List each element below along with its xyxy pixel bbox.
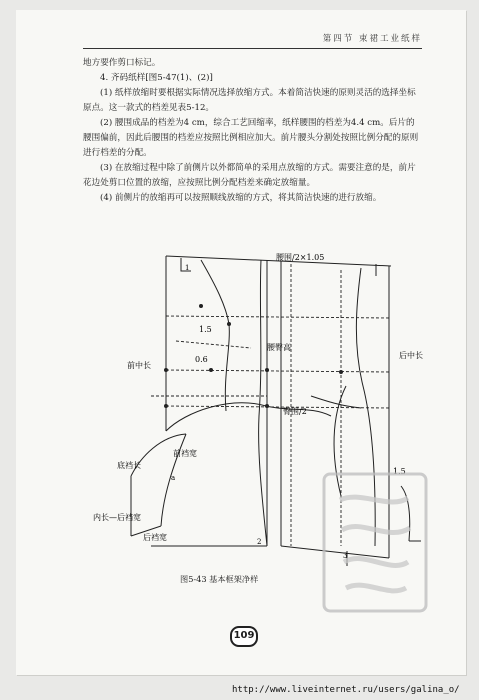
label-crotch-length: 底裆长: [117, 461, 141, 470]
figure-caption: 图5-43 基本框架净样: [180, 574, 259, 584]
label-inseam: 内长—后裆宽: [93, 513, 141, 522]
mark-2: 2: [257, 538, 262, 546]
label-dim-1-5b: 1.5: [393, 467, 406, 476]
mark-3: 3: [343, 552, 348, 560]
label-front-crotch-width: 前裆宽: [173, 449, 197, 458]
body-text: [83, 56, 422, 206]
footer-url[interactable]: http://www.liveinternet.ru/users/galina_o/: [232, 685, 460, 695]
running-header: 第四节 束裙工业纸样: [322, 34, 422, 44]
paragraph-4: (4) 前侧片的放缩再可以按照顺线放缩的方式，将其简洁快速的进行放缩。: [100, 193, 382, 203]
mark-1: 1: [185, 264, 190, 272]
front-side-curve: [201, 260, 229, 411]
paragraph-3: (3) 在放缩过程中除了前侧片以外都简单的采用点放缩的方式。需要注意的是，前片花边处剪口位置的放缩，应按照比例分配档差来确定放缩量。: [83, 163, 416, 188]
page-number: 109: [230, 626, 258, 647]
mark-a: a: [171, 474, 176, 482]
paragraph-2: (2) 腰围成品的档差为4 cm，综合工艺回缩率，纸样腰围的档差为4.4 cm。后片的腰围偏前，因此后腰围的档差应按照比例相应加大。前片腰头分割处按照比例分配的原则进行档差的分配。: [83, 118, 419, 158]
seal-watermark: [320, 470, 430, 615]
front-panel-curve: [259, 260, 267, 546]
label-dim-0-6: 0.6: [195, 355, 208, 364]
body-line-1: 地方要作剪口标记。: [83, 58, 161, 68]
header-rule: [83, 48, 422, 49]
label-back-crotch-width: 后裆宽: [143, 533, 167, 542]
label-hip: 臀围/2: [283, 407, 307, 416]
section-heading: 4. 齐码纸样[图5-47(1)、(2)]: [100, 73, 213, 83]
label-waist: 腰围/2×1.05: [276, 253, 325, 262]
label-front-center: 前中长: [127, 361, 151, 370]
label-back-center: 后中长: [399, 351, 423, 360]
paragraph-1: (1) 纸样放缩时要根据实际情况选择放缩方式。本着简洁快速的原则灵活的选择坐标原点。这一款式的档差见表5-12。: [83, 88, 416, 113]
label-dim-1-5a: 1.5: [199, 325, 212, 334]
label-hip-height: 腰臀高: [267, 343, 291, 352]
